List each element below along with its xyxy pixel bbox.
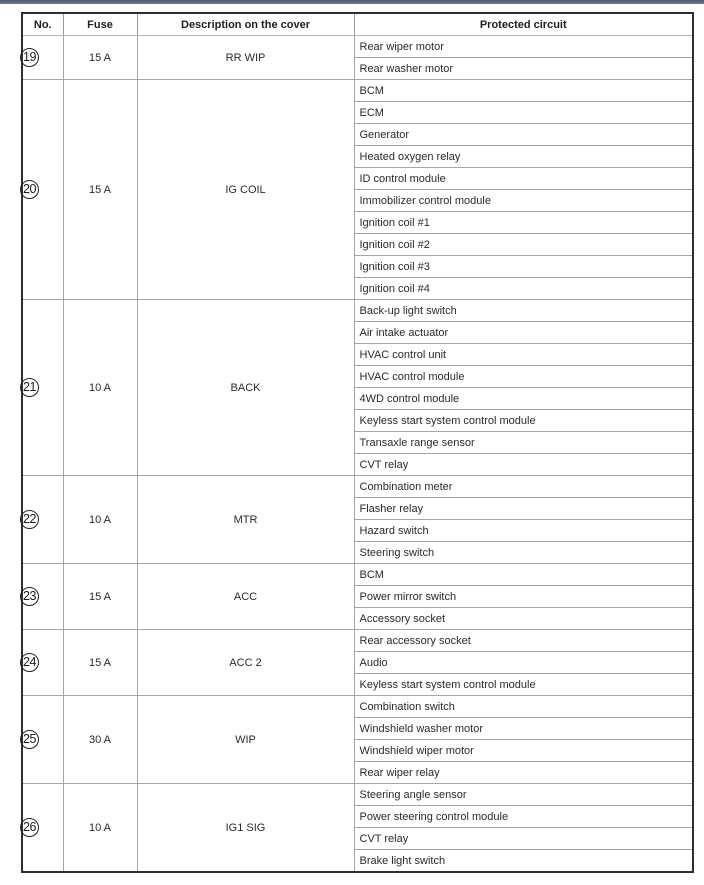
protected-circuit: Steering switch	[354, 542, 693, 564]
table-row	[22, 300, 693, 322]
fuse-number-cell	[22, 300, 63, 476]
protected-circuit: Power steering control module	[354, 806, 693, 828]
protected-circuit: Rear washer motor	[354, 58, 693, 80]
circled-number: 22	[20, 510, 39, 529]
protected-circuit: 4WD control module	[354, 388, 693, 410]
top-bar	[0, 0, 704, 4]
header-description: Description on the cover	[137, 13, 354, 36]
protected-circuit: Generator	[354, 124, 693, 146]
fuse-number-cell	[22, 476, 63, 564]
protected-circuit: Ignition coil #4	[354, 278, 693, 300]
cover-description: IG1 SIG	[137, 784, 354, 873]
fuse-number-cell	[22, 696, 63, 784]
circled-number: 24	[20, 653, 39, 672]
protected-circuit: Immobilizer control module	[354, 190, 693, 212]
protected-circuit: BCM	[354, 564, 693, 586]
cover-description: ACC 2	[137, 630, 354, 696]
cover-description: ACC	[137, 564, 354, 630]
circled-number: 26	[20, 818, 39, 837]
header-protected-circuit: Protected circuit	[354, 13, 693, 36]
fuse-number-cell	[22, 630, 63, 696]
table-row	[22, 36, 693, 58]
header-no: No.	[22, 13, 63, 36]
protected-circuit: Windshield wiper motor	[354, 740, 693, 762]
table-row	[22, 564, 693, 586]
protected-circuit: Audio	[354, 652, 693, 674]
protected-circuit: Rear wiper motor	[354, 36, 693, 58]
protected-circuit: Hazard switch	[354, 520, 693, 542]
protected-circuit: Brake light switch	[354, 850, 693, 873]
protected-circuit: BCM	[354, 80, 693, 102]
cover-description: RR WIP	[137, 36, 354, 80]
protected-circuit: Accessory socket	[354, 608, 693, 630]
cover-description: BACK	[137, 300, 354, 476]
circled-number: 19	[20, 48, 39, 67]
table-row	[22, 784, 693, 806]
fuse-number-cell	[22, 564, 63, 630]
protected-circuit: Flasher relay	[354, 498, 693, 520]
protected-circuit: Steering angle sensor	[354, 784, 693, 806]
cover-description: IG COIL	[137, 80, 354, 300]
protected-circuit: CVT relay	[354, 454, 693, 476]
fuse-rating: 10 A	[63, 476, 137, 564]
protected-circuit: Ignition coil #2	[354, 234, 693, 256]
protected-circuit: Keyless start system control module	[354, 410, 693, 432]
fuse-number-cell	[22, 784, 63, 873]
cover-description: MTR	[137, 476, 354, 564]
protected-circuit: Ignition coil #3	[354, 256, 693, 278]
protected-circuit: ECM	[354, 102, 693, 124]
protected-circuit: ID control module	[354, 168, 693, 190]
protected-circuit: Heated oxygen relay	[354, 146, 693, 168]
protected-circuit: Windshield washer motor	[354, 718, 693, 740]
protected-circuit: Air intake actuator	[354, 322, 693, 344]
fuse-rating: 15 A	[63, 630, 137, 696]
circled-number: 25	[20, 730, 39, 749]
protected-circuit: Back-up light switch	[354, 300, 693, 322]
circled-number: 23	[20, 587, 39, 606]
fuse-rating: 10 A	[63, 784, 137, 873]
table-row	[22, 630, 693, 652]
protected-circuit: Ignition coil #1	[354, 212, 693, 234]
protected-circuit: Combination switch	[354, 696, 693, 718]
circled-number: 20	[20, 180, 39, 199]
protected-circuit: Power mirror switch	[354, 586, 693, 608]
protected-circuit: CVT relay	[354, 828, 693, 850]
table-row	[22, 80, 693, 102]
fuse-number-cell	[22, 36, 63, 80]
protected-circuit: Rear accessory socket	[354, 630, 693, 652]
header-fuse: Fuse	[63, 13, 137, 36]
fuse-rating: 30 A	[63, 696, 137, 784]
table-row	[22, 476, 693, 498]
fuse-table	[21, 12, 694, 873]
fuse-rating: 15 A	[63, 564, 137, 630]
cover-description: WIP	[137, 696, 354, 784]
protected-circuit: Transaxle range sensor	[354, 432, 693, 454]
table-header-row	[22, 13, 693, 36]
circled-number: 21	[20, 378, 39, 397]
protected-circuit: Rear wiper relay	[354, 762, 693, 784]
table-row	[22, 696, 693, 718]
fuse-number-cell	[22, 80, 63, 300]
protected-circuit: HVAC control module	[354, 366, 693, 388]
fuse-rating: 15 A	[63, 80, 137, 300]
protected-circuit: Keyless start system control module	[354, 674, 693, 696]
protected-circuit: Combination meter	[354, 476, 693, 498]
fuse-rating: 15 A	[63, 36, 137, 80]
protected-circuit: HVAC control unit	[354, 344, 693, 366]
fuse-rating: 10 A	[63, 300, 137, 476]
fuse-table-body	[22, 36, 693, 873]
